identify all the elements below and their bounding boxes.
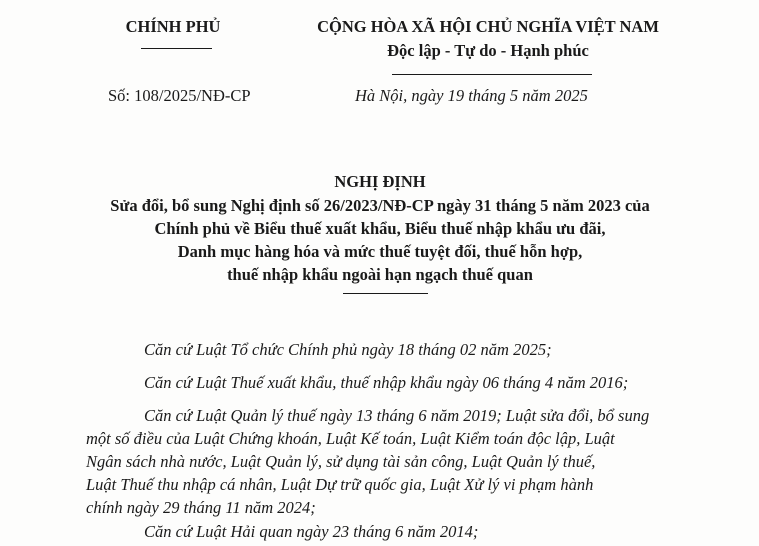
title-line: Sửa đổi, bổ sung Nghị định số 26/2023/NĐ-CP ngày 31 tháng 5 năm 2023 của — [110, 196, 650, 215]
issuing-agency: CHÍNH PHỦ — [125, 17, 221, 36]
title-line: Chính phủ về Biểu thuế xuất khẩu, Biểu thuế nhập khẩu ưu đãi, — [154, 219, 606, 238]
legal-basis-continuation: Ngân sách nhà nước, Luật Quản lý, sử dụng tài sản công, Luật Quản lý thuế, — [86, 452, 596, 471]
motto-underline — [392, 74, 592, 75]
legal-basis-paragraph: Căn cứ Luật Thuế xuất khẩu, thuế nhập khẩu ngày 06 tháng 4 năm 2016; — [144, 373, 629, 392]
legal-basis-paragraph: Căn cứ Luật Tổ chức Chính phủ ngày 18 tháng 02 năm 2025; — [144, 340, 552, 359]
agency-underline — [141, 48, 212, 49]
place-and-date: Hà Nội, ngày 19 tháng 5 năm 2025 — [355, 86, 588, 105]
legal-basis-paragraph: Căn cứ Luật Quản lý thuế ngày 13 tháng 6 năm 2019; Luật sửa đổi, bổ sung — [144, 406, 650, 425]
legal-basis-continuation: một số điều của Luật Chứng khoán, Luật Kế toán, Luật Kiểm toán độc lập, Luật — [86, 429, 615, 448]
title-line: thuế nhập khẩu ngoài hạn ngạch thuế quan — [227, 265, 533, 284]
national-motto: Độc lập - Tự do - Hạnh phúc — [387, 41, 589, 60]
national-title: CỘNG HÒA XÃ HỘI CHỦ NGHĨA VIỆT NAM — [317, 17, 659, 36]
title-underline — [343, 293, 428, 294]
legal-basis-paragraph: Căn cứ Luật Hải quan ngày 23 tháng 6 năm 2014; — [144, 522, 479, 541]
document-number: Số: 108/2025/NĐ-CP — [108, 86, 251, 105]
legal-basis-continuation: Luật Thuế thu nhập cá nhân, Luật Dự trữ quốc gia, Luật Xử lý vi phạm hành — [86, 475, 594, 494]
title-line: Danh mục hàng hóa và mức thuế tuyệt đối, thuế hỗn hợp, — [177, 242, 583, 261]
document-type: NGHỊ ĐỊNH — [334, 172, 426, 191]
legal-basis-continuation: chính ngày 29 tháng 11 năm 2024; — [86, 498, 316, 517]
